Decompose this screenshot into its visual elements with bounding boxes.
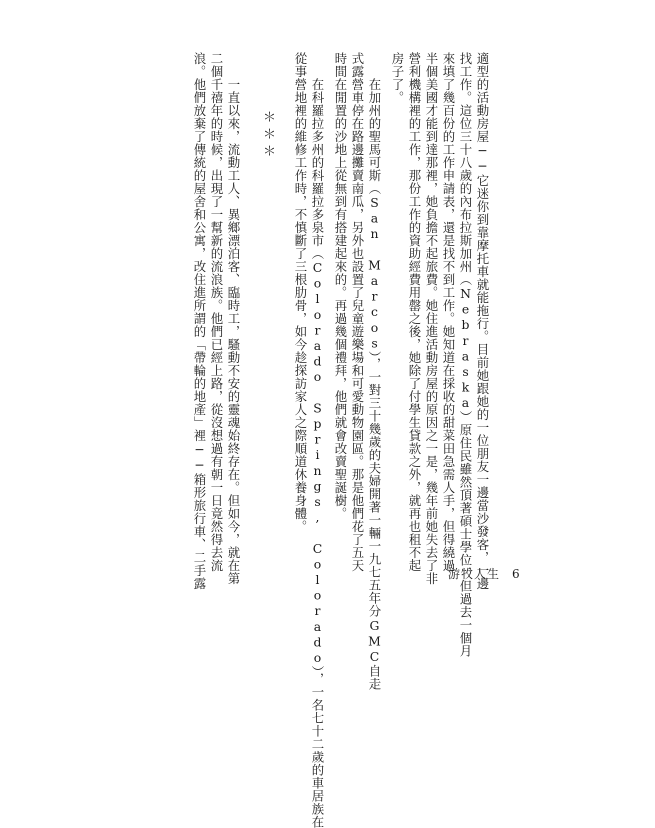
text-column: 浪。他們放棄了傳統的屋舍和公寓，改住進所謂的「帶輪的地產」裡──箱形旅行車、二手露 xyxy=(192,52,207,591)
section-separator: ＊＊＊ xyxy=(260,110,275,161)
text-column: 在科羅拉多州的科羅拉多泉市（Colorado Springs, Colorado），一名七十二歲的車居族在 xyxy=(310,52,325,828)
text-column: 從事營地裡的維修工作時，不慎斷了三根肋骨，如今趁探訪家人之際順道休養身體。 xyxy=(293,52,308,533)
text-column: 一直以來，流動工人、異鄉漂泊客、臨時工，騷動不安的靈魂始終存在。但如今，就在第 xyxy=(226,52,241,585)
text-column: 房子了。 xyxy=(390,52,405,104)
page-footer xyxy=(448,565,521,582)
text-column: 在加州的聖馬可斯（San Marcos），一對三十幾歲的夫婦開著一輛一九七五年分GMC自走 xyxy=(367,52,382,691)
text-column: 找工作。這位三十八歲的內布拉斯加州（Nebraska）原住民雖然頂著碩士學位，但過去一個月 xyxy=(458,52,473,658)
text-column: 二個千禧年的時候，出現了一幫新的流浪族。他們已經上路，從沒想過有朝一日竟然得去流 xyxy=(209,52,224,572)
text-column: 式露營車停在路邊攤賣南瓜，另外也設置了兒童遊樂場和可愛動物園區。那是他們花了五天 xyxy=(350,52,365,572)
text-column: 來填了幾百份的工作申請表，還是找不到工作。她知道在採收的甜菜田急需人手，但得繞過 xyxy=(441,52,456,572)
text-column: 適型的活動房屋──它迷你到靠摩托車就能拖行。目前她跟她的一位朋友一邊當沙發客，一邊 xyxy=(475,52,490,591)
text-column: 時間在閒置的沙地上從無到有搭建起來的。再過幾個禮拜，他們就會改賣聖誕樹。 xyxy=(333,52,348,520)
text-column: 營利機構裡的工作，那份工作的資助經費用罄之後，她除了付學生貸款之外，就再也租不起 xyxy=(407,52,422,572)
running-title: 游牧人生 xyxy=(448,567,501,581)
page-number: 6 xyxy=(512,567,521,581)
text-column: 半個美國才能到達那裡，她負擔不起旅費。她住進活動房屋的原因之一是，幾年前她失去了非 xyxy=(424,52,439,585)
